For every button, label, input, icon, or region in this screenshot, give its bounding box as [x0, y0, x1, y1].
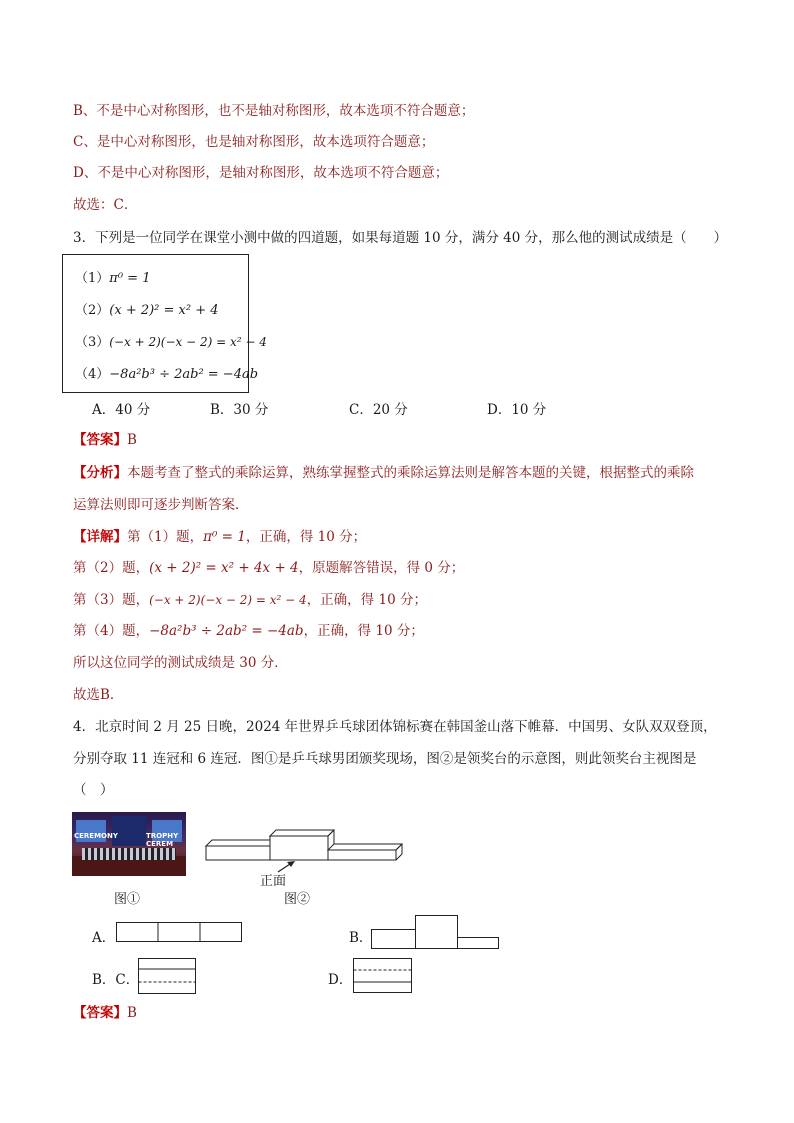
q4-stem-3: （ ）: [73, 782, 114, 798]
q3-option-a: A．40 分: [92, 402, 151, 418]
photo-text-left: CEREMONY: [74, 832, 118, 840]
photo-center-screen: [112, 816, 146, 846]
answer-tag: 【答案】: [73, 432, 127, 448]
option-b-explanation: B、不是中心对称图形，也不是轴对称图形，故本选项不符合题意；: [73, 103, 475, 119]
q3-item-1: （1）π⁰ = 1: [75, 271, 151, 286]
option-c-explanation: C、是中心对称图形，也是轴对称图形，故本选项符合题意；: [73, 134, 435, 150]
q3-analysis: 【分析】本题考查了整式的乘除运算，熟练掌握整式的乘除运算法则是解答本题的关键，根据整式的乘除: [73, 465, 694, 481]
q3-summary: 所以这位同学的测试成绩是 30 分．: [73, 655, 288, 671]
q3-item-2: （2）(x + 2)² = x² + 4: [75, 303, 219, 318]
q4-option-b-figure: [371, 915, 501, 951]
q3-answer: 【答案】B: [73, 432, 137, 448]
q3-option-b: B．30 分: [210, 402, 269, 418]
q4-option-bc-label: B．C．: [92, 972, 140, 988]
q3-option-d: D．10 分: [487, 402, 547, 418]
analysis-tag: 【分析】: [73, 465, 127, 481]
q3-problem-box: [62, 254, 267, 393]
q3-item-4: （4）−8a²b³ ÷ 2ab² = −4ab: [75, 367, 259, 382]
q3-stem: 3．下列是一位同学在课堂小测中做的四道题，如果每道题 10 分，满分 40 分，那么他的测试成绩是（ ）: [73, 230, 728, 246]
ceremony-photo: [72, 812, 186, 876]
photo-people: [82, 848, 176, 860]
photo-text-right: TROPHY CEREM: [146, 832, 179, 848]
q3-item-3: （3）(−x + 2)(−x − 2) = x² − 4: [75, 335, 267, 350]
detail-tag: 【详解】: [73, 529, 127, 545]
front-label: 正面: [260, 874, 287, 889]
q4-answer: 【答案】B: [73, 1005, 137, 1021]
q4-stem-1: 4．北京时间 2 月 25 日晚，2024 年世界乒乓球团体锦标赛在韩国釜山落下帷幕．中国男、女队双双登顶，: [73, 719, 717, 735]
q4-stem-2: 分别夺取 11 连冠和 6 连冠．图①是乒乓球男团颁奖现场，图②是领奖台的示意图，则此领奖台主视图是: [73, 751, 697, 767]
q4-option-b-label: B．: [349, 930, 373, 946]
q3-detail-4: 第（4）题，−8a²b³ ÷ 2ab² = −4ab，正确，得 10 分；: [73, 623, 424, 639]
q4-option-d-label: D．: [328, 972, 353, 988]
q3-detail-1: 【详解】第（1）题，π⁰ = 1，正确，得 10 分；: [73, 529, 367, 545]
q4-option-a-label: A．: [92, 930, 116, 946]
q3-detail-2: 第（2）题，(x + 2)² = x² + 4x + 4，原题解答错误，得 0 分；: [73, 560, 465, 576]
answer-tag: 【答案】: [73, 1005, 127, 1021]
q4-option-c-figure: [138, 958, 198, 996]
figure-2-caption: 图②: [284, 892, 311, 907]
q4-option-a-figure: [116, 922, 244, 944]
choose-c-line: 故选：C．: [73, 197, 138, 213]
option-d-explanation: D、不是中心对称图形，是轴对称图形，故本选项不符合题意；: [73, 165, 449, 181]
q4-option-d-figure: [353, 958, 415, 996]
podium-diagram: [200, 826, 410, 896]
q3-detail-3: 第（3）题，(−x + 2)(−x − 2) = x² − 4，正确，得 10 分；: [73, 592, 427, 608]
q3-choose: 故选B．: [73, 687, 124, 703]
figure-1-caption: 图①: [114, 892, 141, 907]
q3-analysis-cont: 运算法则即可逐步判断答案．: [73, 497, 249, 513]
q3-option-c: C．20 分: [349, 402, 408, 418]
